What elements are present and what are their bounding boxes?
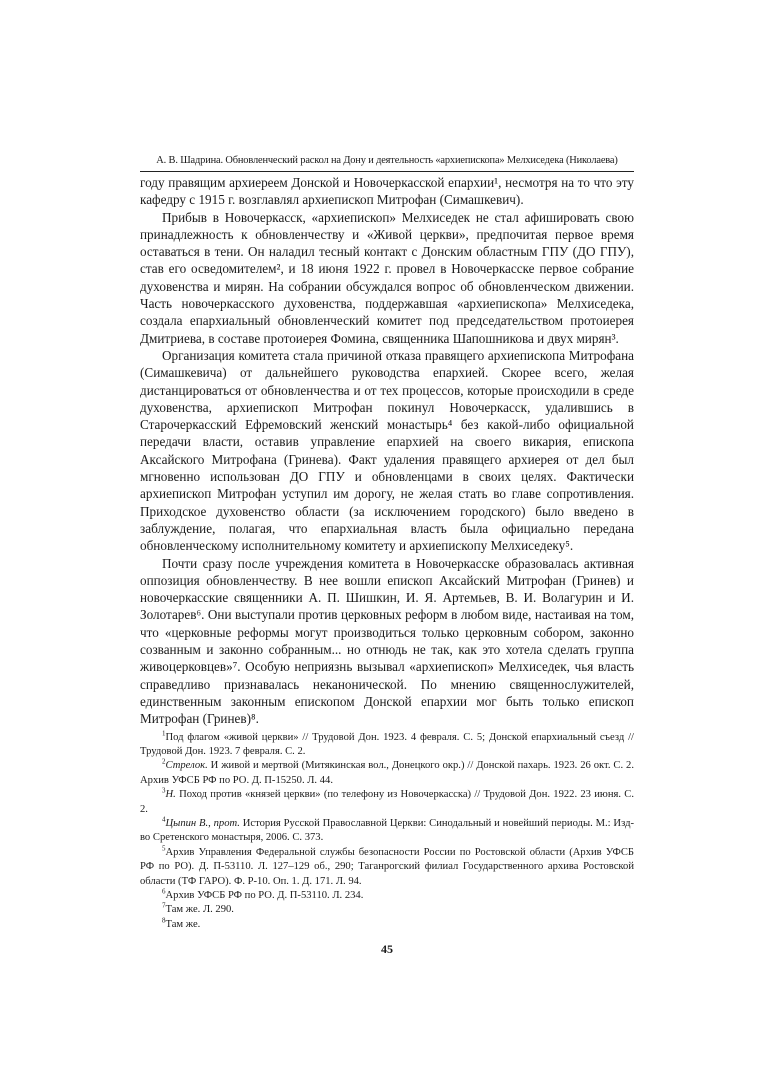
footnote (140, 788, 634, 817)
footnote-number: 8 (162, 916, 166, 925)
footnote-text: Архив Управления Федеральной службы безопасности России по Ростовской области (Архив УФСБ РФ по РО). Д. П-53110. Л. 127–129 об., 290; Таганрогский филиал Государственного архива Ростовской области (ТФ ГАРО). Ф. Р-10. Оп. 1. Д. 171. Л. 94. (140, 846, 634, 887)
paragraph-2: Прибыв в Новочеркасск, «архиепископ» Мелхиседек не стал афишировать свою принадлежность к обновленчеству и «Живой церкви», предпочитая первое время оставаться в тени. Он наладил тесный контакт с Донским областным ГПУ (ДО ГПУ), став его осведомителем², и 18 июня 1922 г. провел в Новочеркасске первое собрание духовенства и мирян. На собрании обсуждался вопрос об обновленческом движении. Часть новочеркасского духовенства, поддержавшая «архиепископа» Мелхиседека, создала епархиальный обновленческий комитет под председательством протоиерея Дмитриева, в составе протоиерея Фомина, священника Шапошникова и двух мирян³. (140, 209, 634, 346)
footnote-text: Архив УФСБ РФ по РО. Д. П-53110. Л. 234. (165, 889, 364, 901)
footnote (140, 918, 634, 932)
footnote-number: 7 (162, 901, 166, 910)
footnote (140, 903, 634, 917)
footnote (140, 817, 634, 846)
footnote-text: Под флагом «живой церкви» // Трудовой Дон. 1923. 4 февраля. С. 5; Донской епархиальный съезд // Трудовой Дон. 1923. 7 февраля. С. 2. (140, 731, 634, 757)
footnote-number: 2 (162, 757, 166, 766)
footnote-text: История Русской Православной Церкви: Синодальный и новейший периоды. М.: Изд-во Сретенского монастыря, 2006. С. 373. (140, 817, 634, 844)
paragraph-3: Организация комитета стала причиной отказа правящего архиепископа Митрофана (Симашкевича) от дальнейшего руководства епархией. Скорее всего, желая дистанцироваться от обновленчества и от тех процессов, которые происходили в среде духовенства, архиепископ Митрофан покинул Новочеркасск, удалившись в Старочеркасский Ефремовский женский монастырь⁴ без какой-либо официальной передачи власти, оставив управление епархией на своего викария, епископа Аксайского Митрофана (Гринева). Факт удаления правящего архиерея от дел был мгновенно использован ДО ГПУ и обновленцами в своих целях. Фактически архиепископ Митрофан уступил им дорогу, не желая стать во главе сопротивления. Приходское духовенство области (за исключением городского) было введено в заблуждение, полагая, что епархиальная власть была официально передана обновленческому исполнительному комитету и архиепископу Мелхиседеку⁵. (140, 347, 634, 554)
footnote (140, 728, 634, 760)
footnote-number: 5 (162, 844, 166, 853)
body-text (140, 174, 634, 728)
footnote-number: 1 (162, 728, 166, 737)
page-number: 45 (381, 942, 393, 957)
document-page (140, 154, 634, 957)
footnote-text: И живой и мертвой (Митякинская вол., Донецкого окр.) // Донской пахарь. 1923. 26 окт. С. 2. Архив УФСБ РФ по РО. Д. П-15250. Л. 44. (140, 760, 634, 786)
footnote-number: 4 (162, 815, 166, 824)
paragraph-1: году правящим архиереем Донской и Новочеркасской епархии¹, несмотря на то что эту кафедру с 1915 г. возглавлял архиепископ Митрофан (Симашкевич). (140, 175, 634, 208)
footnote (140, 759, 634, 788)
paragraph-4: Почти сразу после учреждения комитета в Новочеркасске образовалась активная оппозиция обновленчеству. В нее вошли епископ Аксайский Митрофан (Гринев) и новочеркасские священники А. П. Шишкин, И. Я. Артемьев, В. И. Волагурин и И. Золотарев⁶. Они выступали против церковных реформ в любом виде, настаивая на том, что «церковные реформы могут производиться только церковным собором, законно созванным и законно собранным... но отнюдь не так, как это хотела сделать группа живоцерковцев»⁷. Особую неприязнь вызывал «архиепископ» Мелхиседек, чья власть справедливо признавалась неканонической. По мнению священнослужителей, единственным законным епископом Донской епархии мог быть только епископ Митрофан (Гринев)⁸. (140, 555, 634, 727)
footnote (140, 889, 634, 903)
running-head: А. В. Шадрина. Обновленческий раскол на Дону и деятельность «архиепископа» Мелхиседека (Николаева) (140, 154, 634, 172)
footnote (140, 846, 634, 889)
footnote-text: Там же. (165, 918, 201, 930)
footnote-author: Цыпин В., прот. (165, 817, 240, 829)
footnote-author: Стрелок. (165, 760, 208, 772)
footnote-text: Там же. Л. 290. (165, 904, 234, 916)
footnote-number: 6 (162, 887, 166, 896)
footnote-number: 3 (162, 786, 166, 795)
footnote-text: Поход против «князей церкви» (по телефону из Новочеркасска) // Трудовой Дон. 1922. 23 июня. С. 2. (140, 789, 634, 815)
footnote-author: Н. (165, 789, 176, 801)
footnotes (140, 728, 634, 933)
